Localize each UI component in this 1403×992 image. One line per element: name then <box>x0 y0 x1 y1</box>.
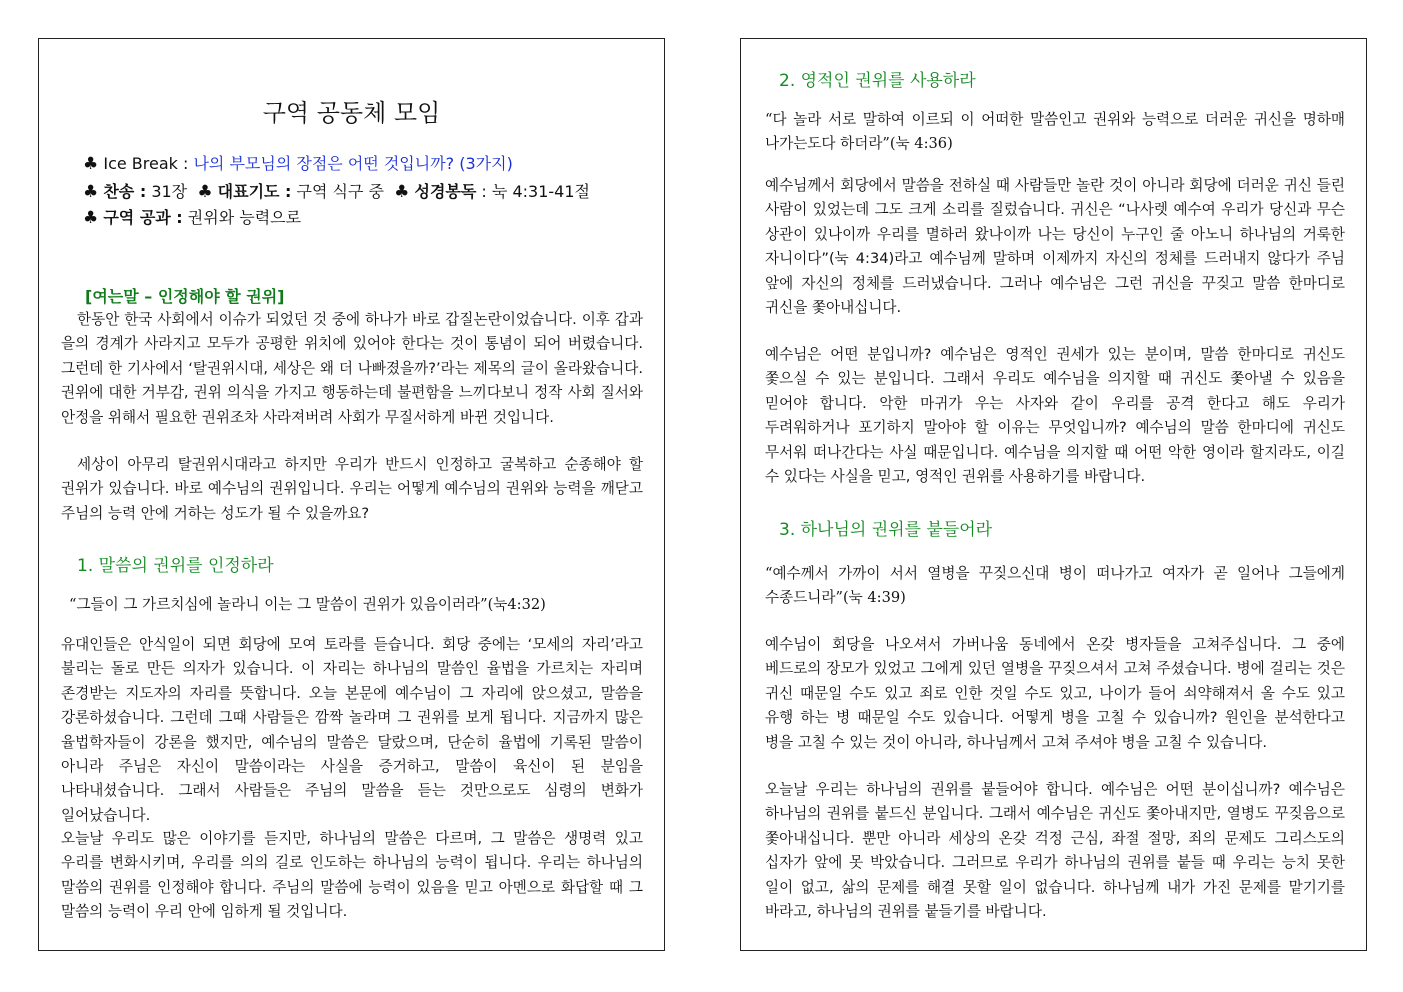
icebreak-label: Ice Break <box>103 154 178 173</box>
section-3-heading: 3. 하나님의 권위를 붙들어라 <box>779 520 993 540</box>
club-bullet-icon: ♣ <box>83 154 99 174</box>
right-page <box>740 38 1367 951</box>
club-bullet-icon: ♣ <box>83 208 99 228</box>
club-bullet-icon: ♣ <box>197 182 213 202</box>
left-page <box>38 38 665 951</box>
icebreak-question: 나의 부모님의 장점은 어떤 것입니까? (3가지) <box>193 154 513 173</box>
page-title: 구역 공동체 모임 <box>262 99 441 127</box>
section-2-paragraph-1: 예수님께서 회당에서 말씀을 전하실 때 사람들만 놀란 것이 아니라 회당에 더러운 귀신 들린 사람이 있었는데 그도 크게 소리를 질렀습니다. 귀신은 “나사렛 예수여 우리가 당신과 무슨 상관이 있나이까 우리를 멸하러 왔나이까 나는 당신이 누구인 줄 아노니 하나님의 거룩한 자니이다”(눅 4:34)라고 예수님께 말하며 이제까지 자신의 정체를 드러내지 않다가 주님 앞에 자신의 정체를 드러냈습니다. 그러나 예수님은 그런 귀신을 꾸짖고 말씀 한마디로 귀신을 쫓아내십니다. <box>765 177 1345 317</box>
club-bullet-icon: ♣ <box>83 182 99 202</box>
section-3-quote: “예수께서 가까이 서서 열병을 꾸짖으신대 병이 떠나가고 여자가 곧 일어나 그들에게 수종드니라”(눅 4:39) <box>765 565 1345 607</box>
icebreak-separator: : <box>177 154 194 173</box>
club-bullet-icon: ♣ <box>394 182 410 202</box>
hymn-label: 찬송 : <box>103 182 147 201</box>
section-2-quote: “다 놀라 서로 말하여 이르되 이 어떠한 말씀인고 권위와 능력으로 더러운 귀신을 명하매 나가는도다 하더라”(눅 4:36) <box>765 111 1345 153</box>
hymn-value: 31장 <box>146 182 188 201</box>
reading-label: 성경봉독 <box>414 182 477 201</box>
section-3-paragraph-2: 오늘날 우리는 하나님의 권위를 붙들어야 합니다. 예수님은 어떤 분이십니까? 예수님은 하나님의 권위를 붙드신 분입니다. 그래서 예수님은 귀신도 쫓아내지만, 열병도 꾸짖음으로 쫓아내십니다. 뿐만 아니라 세상의 온갖 걱정 근심, 좌절 절망, 죄의 문제도 그리스도의 십자가 앞에 못 박았습니다. 그러므로 우리가 하나님의 권위를 붙들 때 우리는 능치 못한 일이 없고, 삶의 문제를 해결 못할 일이 없습니다. 하나님께 내가 가진 문제를 맡기기를 바라고, 하나님의 권위를 붙들기를 바랍니다. <box>765 781 1345 921</box>
prayer-value: 구역 식구 중 <box>291 182 384 201</box>
section-1-paragraph-2: 오늘날 우리도 많은 이야기를 듣지만, 하나님의 말씀은 다르며, 그 말씀은 생명력 있고 우리를 변화시키며, 우리를 의의 길로 인도하는 하나님의 능력이 됩니다. 우리는 하나님의 말씀의 권위를 인정해야 합니다. 주님의 말씀에 능력이 있음을 믿고 아멘으로 화답할 때 그 말씀의 능력이 우리 안에 임하게 될 것입니다. <box>61 830 643 921</box>
intro-paragraph-2: 세상이 아무리 탈권위시대라고 하지만 우리가 반드시 인정하고 굴복하고 순종해야 할 권위가 있습니다. 바로 예수님의 권위입니다. 우리는 어떻게 예수님의 권위와 능력을 깨닫고 주님의 능력 안에 거하는 성도가 될 수 있을까요? <box>61 456 643 522</box>
intro-heading: [여는말 – 인정해야 할 권위] <box>85 287 285 306</box>
lesson-label: 구역 공과 : <box>103 208 183 227</box>
intro-paragraph-1: 한동안 한국 사회에서 이슈가 되었던 것 중에 하나가 바로 갑질논란이었습니다. 이후 갑과 을의 경계가 사라지고 모두가 공평한 위치에 있어야 한다는 것이 통념이 되어 버렸습니다. 그런데 한 기사에서 ‘탈권위시대, 세상은 왜 더 나빠졌을까?’라는 제목의 글이 올라왔습니다. 권위에 대한 거부감, 권위 의식을 가지고 행동하는데 불편함을 느끼다보니 정작 사회 질서와 안정을 위해서 필요한 권위조차 사라져버려 사회가 무질서하게 바뀐 것입니다. <box>61 311 643 426</box>
section-1-quote: “그들이 그 가르치심에 놀라니 이는 그 말씀이 권위가 있음이러라”(눅4:32) <box>69 596 546 613</box>
section-1-paragraph-1: 유대인들은 안식일이 되면 회당에 모여 토라를 듣습니다. 회당 중에는 ‘모세의 자리’라고 불리는 돌로 만든 의자가 있습니다. 이 자리는 하나님의 말씀인 율법을 가르치는 자리며 존경받는 지도자의 자리를 뜻합니다. 오늘 본문에 예수님이 그 자리에 앉으셨고, 말씀을 강론하셨습니다. 그런데 그때 사람들은 깜짝 놀라며 그 권위를 보게 됩니다. 지금까지 많은 율법학자들이 강론을 했지만, 예수님의 말씀은 달랐으며, 단순히 율법에 기록된 말씀이 아니라 주님은 자신이 말씀이라는 사실을 증거하고, 말씀이 육신이 된 분임을 나타내셨습니다. 그래서 사람들은 주님의 말씀을 듣는 것만으로도 심령의 변화가 일어났습니다. <box>61 636 643 824</box>
icebreak-line <box>83 151 513 174</box>
section-3-paragraph-1: 예수님이 회당을 나오셔서 가버나움 동네에서 온갖 병자들을 고쳐주십니다. 그 중에 베드로의 장모가 있었고 그에게 있던 열병을 꾸짖으셔서 고쳐 주셨습니다. 병에 걸리는 것은 귀신 때문일 수도 있고 죄로 인한 것일 수도 있고, 나이가 들어 쇠약해져서 올 수도 있고 유행 하는 병 때문일 수도 있습니다. 어떻게 병을 고칠 수 있습니까? 원인을 분석한다고 병을 고칠 수 있는 것이 아니라, 하나님께서 고쳐 주셔야 병을 고칠 수 있습니다. <box>765 636 1345 751</box>
reading-value: : 눅 4:31-41절 <box>476 182 590 201</box>
prayer-label: 대표기도 : <box>217 182 292 201</box>
section-2-paragraph-2: 예수님은 어떤 분입니까? 예수님은 영적인 권세가 있는 분이며, 말씀 한마디로 귀신도 쫓으실 수 있는 분입니다. 그래서 우리도 예수님을 의지할 때 귀신도 쫓아낼 수 있음을 믿어야 합니다. 악한 마귀가 우는 사자와 같이 우리를 공격 한다고 해도 우리가 두려워하거나 포기하지 말아야 할 이유는 무엇입니까? 예수님의 말씀 한마디에 귀신도 무서워 떠나간다는 사실 때문입니다. 예수님을 의지할 때 어떤 악한 영이라 할지라도, 이길 수 있다는 사실을 믿고, 영적인 권위를 사용하기를 바랍니다. <box>765 346 1345 486</box>
section-1-heading: 1. 말씀의 권위를 인정하라 <box>77 556 274 576</box>
lesson-line <box>83 205 301 228</box>
section-2-heading: 2. 영적인 권위를 사용하라 <box>779 71 976 91</box>
worship-order-line <box>83 179 590 202</box>
lesson-value: 권위와 능력으로 <box>182 208 302 227</box>
